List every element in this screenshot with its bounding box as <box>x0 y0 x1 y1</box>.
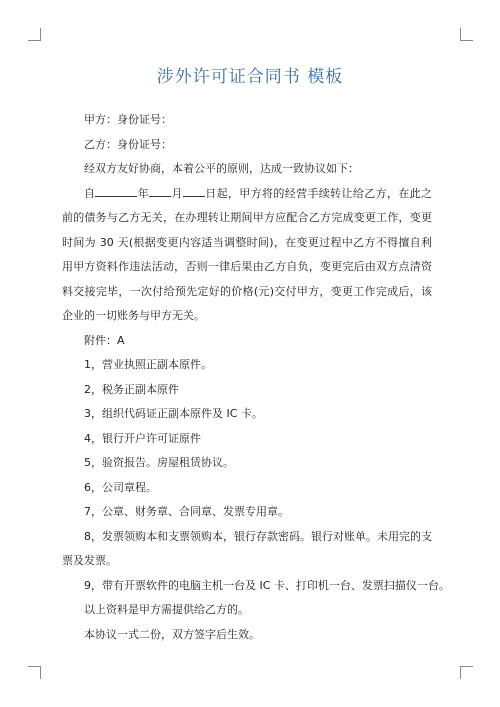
appendix-item: 4，银行开户许可证原件 <box>84 431 201 445</box>
appendix-item: 2，税务正副本原件 <box>84 382 179 396</box>
document-title: 涉外许可证合同书 模板 <box>156 67 344 87</box>
corner-mark-bottom-left <box>28 666 41 679</box>
appendix-item: 6，公司章程。 <box>84 480 157 494</box>
clause-from-label: 自 <box>84 186 96 200</box>
appendix-label: 附件：A <box>84 333 125 347</box>
appendix-item: 3，组织代码证正副本原件及 IC 卡。 <box>84 407 263 420</box>
document-body <box>62 108 450 647</box>
appendix-item: 9，带有开票软件的电脑主机一台及 IC 卡、打印机一台、发票扫描仪一台。 <box>84 578 450 592</box>
corner-mark-bottom-right <box>460 666 473 679</box>
corner-mark-top-right <box>460 28 473 41</box>
corner-mark-top-left <box>28 28 41 41</box>
clause-year-label: 年 <box>137 186 150 200</box>
intro-paragraph: 经双方友好协商，本着公平的原则，达成一致协议如下： <box>84 162 359 175</box>
clause-paragraph <box>62 182 432 329</box>
year-blank <box>95 185 137 197</box>
appendix-item: 8，发票领购本和支票领购本，银行存款密码。银行对账单。未用完的支票及发票。 <box>62 529 432 567</box>
party-a-line: 甲方：身份证号： <box>84 113 172 126</box>
appendix-item: 7，公章、财务章、合同章、发票专用章。 <box>84 505 289 518</box>
clause-month-label: 月 <box>171 186 183 200</box>
closing-line-1: 以上资料是甲方需提供给乙方的。 <box>84 603 249 616</box>
appendix-item: 1，营业执照正副本原件。 <box>84 358 212 371</box>
party-b-line: 乙方：身份证号： <box>84 137 172 151</box>
closing-line-2: 本协议一式二份，双方签字后生效。 <box>84 627 260 641</box>
month-blank <box>149 185 171 197</box>
appendix-item: 5，验资报告。房屋租赁协议。 <box>84 456 234 469</box>
clause-text: 日起，甲方将的经营手续转让给乙方，在此之前的债务与乙方无关，在办理转让期间甲方应配合乙方完成变更工作，变更时间为 30 天(根据变更内容适当调整时间)，在变更过程中乙方不得擅自利用甲方资料作违法活动，否则一律后果由乙方自负，变更完后由双方点清资料交接完毕，一次付给预先定好的价格(元)交付甲方，变更工作完成后，该企业的一切账务与甲方无关。 <box>62 186 433 322</box>
day-blank <box>183 185 205 197</box>
